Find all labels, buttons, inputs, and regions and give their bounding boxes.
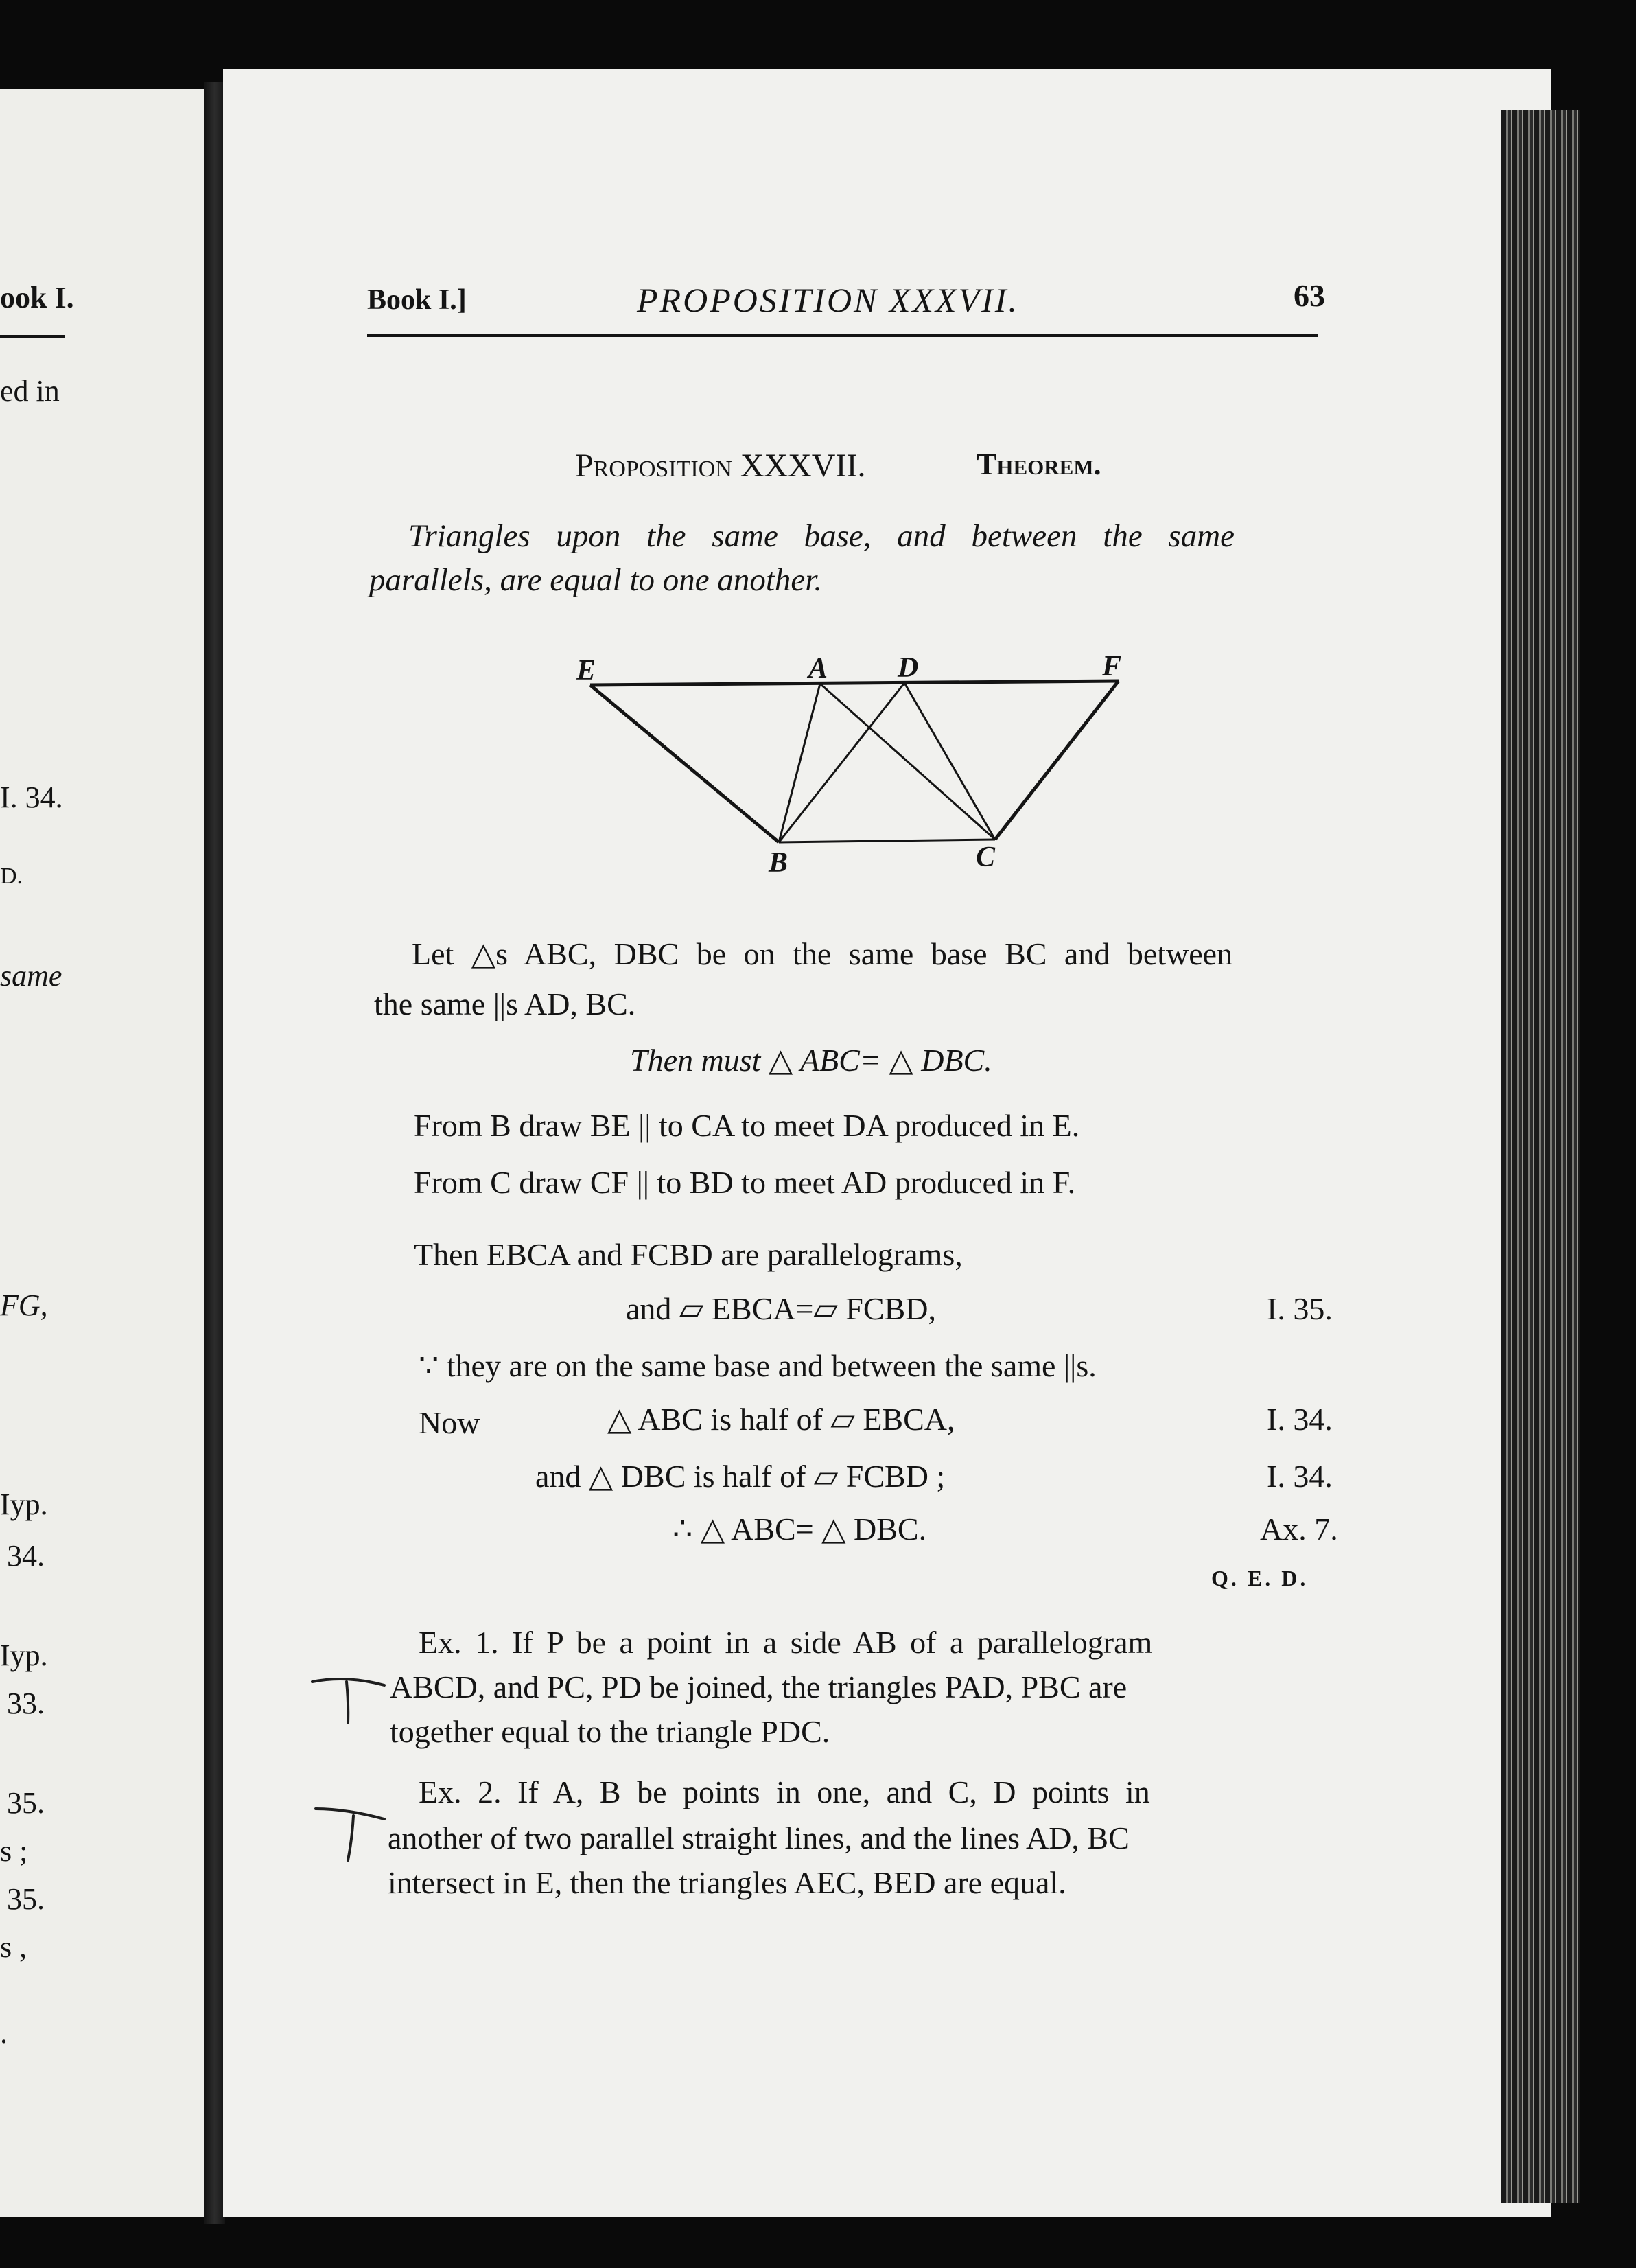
line-dc xyxy=(904,683,995,840)
proof-line: △ ABC is half of ▱ EBCA, xyxy=(607,1402,955,1437)
facing-line: s ; xyxy=(0,1834,28,1868)
proposition-label: Proposition XXXVII. xyxy=(575,448,866,484)
facing-line: I. 34. xyxy=(0,780,63,814)
proof-line: ∵ they are on the same base and between the same ||s. xyxy=(419,1348,1097,1383)
facing-line: 35. xyxy=(7,1786,45,1820)
facing-line: ed in xyxy=(0,374,60,408)
proof-line: and ▱ EBCA=▱ FCBD, xyxy=(626,1291,936,1326)
line-db xyxy=(779,683,904,842)
tick-mark xyxy=(348,1816,353,1860)
proof-reference: Ax. 7. xyxy=(1260,1512,1338,1547)
label-c: C xyxy=(976,842,996,873)
proof-reference: I. 35. xyxy=(1267,1291,1333,1326)
proof-conclusion: ∴ △ ABC= △ DBC. xyxy=(673,1512,927,1547)
exercise-line: another of two parallel straight lines, and the lines AD, BC xyxy=(388,1820,1130,1855)
facing-line: FG, xyxy=(0,1288,48,1322)
facing-line: Iyp. xyxy=(0,1639,48,1672)
proof-line: Let △s ABC, DBC be on the same base BC and between xyxy=(412,936,1233,971)
line-eb xyxy=(590,685,779,842)
line-fc xyxy=(995,681,1119,840)
page-edges xyxy=(1501,110,1580,2203)
proof-statement: Then must △ ABC= △ DBC. xyxy=(630,1043,992,1078)
exercise-line: together equal to the triangle PDC. xyxy=(390,1714,830,1749)
qed: Q. E. D. xyxy=(1211,1566,1309,1590)
label-a: A xyxy=(808,653,828,684)
facing-line: 35. xyxy=(7,1882,45,1916)
facing-rule xyxy=(0,335,65,338)
book-label: Book I.] xyxy=(367,284,467,316)
facing-line: 34. xyxy=(7,1539,45,1573)
tick-mark xyxy=(347,1682,348,1723)
proof-line: Then EBCA and FCBD are parallelograms, xyxy=(414,1237,963,1272)
facing-line: ook I. xyxy=(0,281,74,314)
facing-line: 33. xyxy=(7,1687,45,1720)
tick-mark xyxy=(312,1679,384,1685)
line-bc xyxy=(779,840,995,842)
proof-reference: I. 34. xyxy=(1267,1459,1333,1494)
running-title: PROPOSITION XXXVII. xyxy=(637,281,1019,319)
proof-line: the same ||s AD, BC. xyxy=(374,986,636,1021)
proof-line: Now xyxy=(419,1405,480,1440)
facing-line: Iyp. xyxy=(0,1488,48,1521)
exercise-line: ABCD, and PC, PD be joined, the triangles PAD, PBC are xyxy=(390,1669,1127,1704)
label-d: D xyxy=(898,652,919,684)
enunciation-line: parallels, are equal to one another. xyxy=(369,562,823,598)
book-gutter xyxy=(204,82,225,2224)
label-e: E xyxy=(576,655,596,686)
exercise-line: Ex. 2. If A, B be points in one, and C, D points in xyxy=(419,1774,1150,1809)
geometry-figure xyxy=(576,645,1146,879)
line-ab xyxy=(779,684,820,842)
header-rule xyxy=(367,334,1318,337)
margin-tick-marks xyxy=(305,1661,401,1874)
facing-line: s , xyxy=(0,1930,27,1964)
facing-line: . xyxy=(0,2016,8,2050)
theorem-label: Theorem. xyxy=(977,448,1101,481)
tick-mark xyxy=(316,1809,384,1819)
label-b: B xyxy=(769,847,788,879)
exercise-line: intersect in E, then the triangles AEC, BED are equal. xyxy=(388,1865,1066,1900)
label-f: F xyxy=(1102,651,1122,682)
proof-line: From B draw BE || to CA to meet DA produced in E. xyxy=(414,1108,1080,1143)
line-ac xyxy=(820,684,995,840)
line-ef xyxy=(590,681,1119,685)
exercise-line: Ex. 1. If P be a point in a side AB of a parallelogram xyxy=(419,1625,1153,1660)
enunciation-line: Triangles upon the same base, and between the same xyxy=(408,518,1235,554)
page-number: 63 xyxy=(1294,278,1325,313)
facing-line: same xyxy=(0,959,62,993)
proof-line: From C draw CF || to BD to meet AD produced in F. xyxy=(414,1165,1076,1200)
facing-line: D. xyxy=(0,864,23,889)
proof-reference: I. 34. xyxy=(1267,1402,1333,1437)
proof-line: and △ DBC is half of ▱ FCBD ; xyxy=(535,1459,946,1494)
